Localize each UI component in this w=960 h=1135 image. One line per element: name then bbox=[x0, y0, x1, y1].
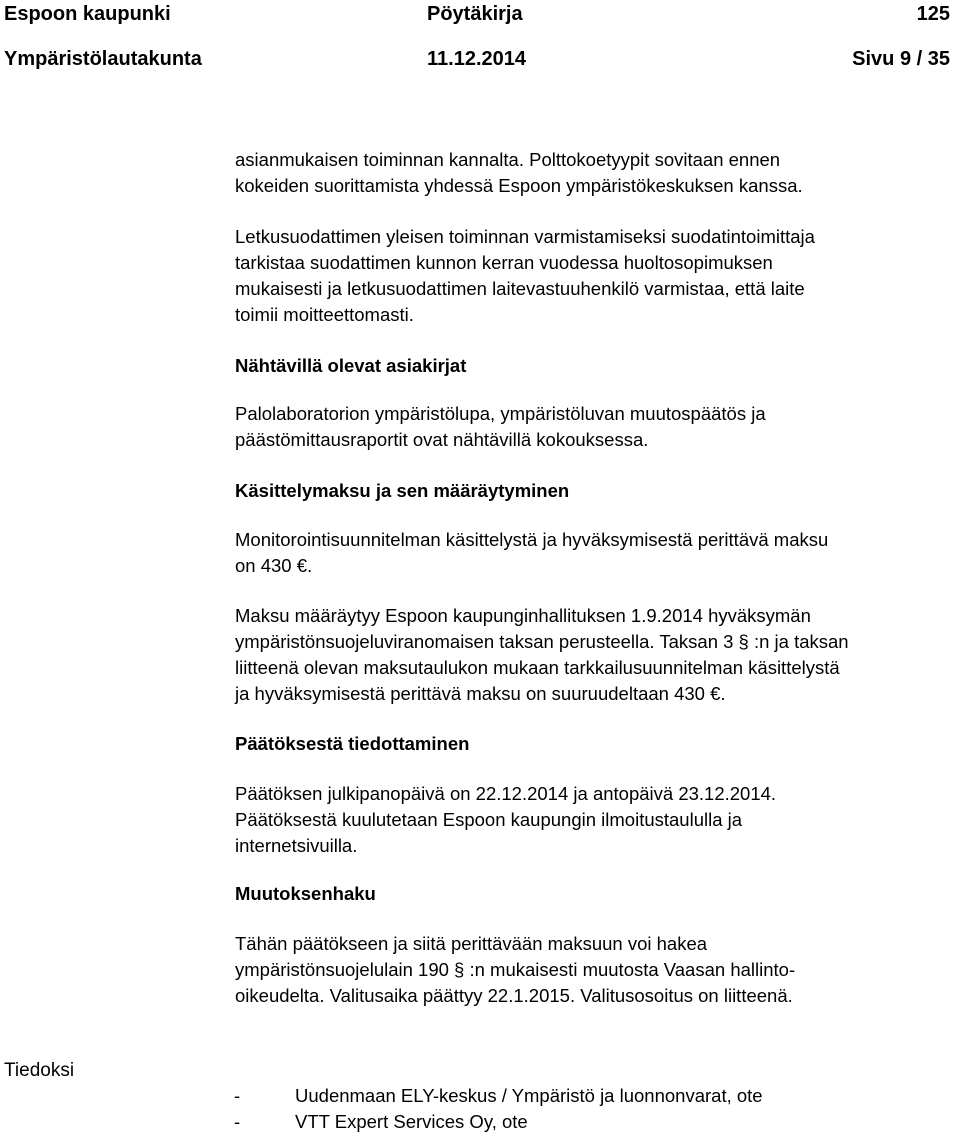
intro-paragraph bbox=[235, 147, 935, 199]
committee-name: Ympäristölautakunta bbox=[4, 48, 202, 70]
org-name: Espoon kaupunki bbox=[4, 3, 171, 25]
text-line: tarkistaa suodattimen kunnon kerran vuodessa huoltosopimuksen bbox=[235, 252, 773, 273]
section-number: 125 bbox=[916, 3, 950, 25]
recipient-text: Uudenmaan ELY-keskus / Ympäristö ja luonnonvarat, ote bbox=[295, 1085, 763, 1106]
text-line: kokeiden suorittamista yhdessä Espoon ympäristökeskuksen kanssa. bbox=[235, 175, 803, 196]
list-bullet: - bbox=[234, 1111, 241, 1132]
text-line: mukaisesti ja letkusuodattimen laitevastuuhenkilö varmistaa, että laite bbox=[235, 278, 805, 299]
text-line: internetsivuilla. bbox=[235, 835, 358, 856]
docs-paragraph bbox=[235, 401, 935, 453]
text-line: toimii moitteettomasti. bbox=[235, 304, 414, 325]
appeal-paragraph bbox=[235, 931, 935, 1009]
text-line: päästömittausraportit ovat nähtävillä kokouksessa. bbox=[235, 429, 649, 450]
page-number: Sivu 9 / 35 bbox=[852, 48, 950, 70]
meeting-date: 11.12.2014 bbox=[427, 48, 526, 70]
recipient-text: VTT Expert Services Oy, ote bbox=[295, 1111, 528, 1132]
distribution-item bbox=[234, 1083, 763, 1109]
text-line: liitteenä olevan maksutaulukon mukaan tarkkailusuunnitelman käsittelystä bbox=[235, 657, 840, 678]
distribution-label: Tiedoksi bbox=[4, 1060, 75, 1081]
text-line: Palolaboratorion ympäristölupa, ympäristöluvan muutospäätös ja bbox=[235, 403, 766, 424]
appeal-heading: Muutoksenhaku bbox=[235, 883, 376, 904]
fee-basis-paragraph bbox=[235, 603, 935, 707]
text-line: Päätöksestä kuulutetaan Espoon kaupungin ilmoitustaululla ja bbox=[235, 809, 743, 830]
distribution-item bbox=[234, 1109, 763, 1135]
text-line: Päätöksen julkipanopäivä on 22.12.2014 ja antopäivä 23.12.2014. bbox=[235, 783, 777, 804]
notice-paragraph bbox=[235, 781, 935, 859]
fee-paragraph bbox=[235, 527, 935, 579]
text-line: Tähän päätökseen ja siitä perittävään maksuun voi hakea bbox=[235, 933, 708, 954]
text-line: Monitorointisuunnitelman käsittelystä ja hyväksymisestä perittävä maksu bbox=[235, 529, 829, 550]
list-bullet: - bbox=[234, 1085, 241, 1106]
text-line: ja hyväksymisestä perittävä maksu on suuruudeltaan 430 €. bbox=[235, 683, 726, 704]
text-line: asianmukaisen toiminnan kannalta. Polttokoetyypit sovitaan ennen bbox=[235, 149, 781, 170]
text-line: Letkusuodattimen yleisen toiminnan varmistamiseksi suodatintoimittaja bbox=[235, 226, 815, 247]
text-line: Maksu määräytyy Espoon kaupunginhallituksen 1.9.2014 hyväksymän bbox=[235, 605, 811, 626]
fee-heading: Käsittelymaksu ja sen määräytyminen bbox=[235, 480, 570, 501]
text-line: oikeudelta. Valitusaika päättyy 22.1.2015. Valitusosoitus on liitteenä. bbox=[235, 985, 793, 1006]
docs-heading: Nähtävillä olevat asiakirjat bbox=[235, 355, 467, 376]
distribution-list bbox=[234, 1083, 763, 1135]
filter-paragraph bbox=[235, 224, 935, 328]
text-line: ympäristönsuojelulain 190 § :n mukaisesti muutosta Vaasan hallinto- bbox=[235, 959, 796, 980]
document-type: Pöytäkirja bbox=[427, 3, 523, 25]
notice-heading: Päätöksestä tiedottaminen bbox=[235, 733, 470, 754]
text-line: on 430 €. bbox=[235, 555, 313, 576]
text-line: ympäristönsuojeluviranomaisen taksan perusteella. Taksan 3 § :n ja taksan bbox=[235, 631, 849, 652]
